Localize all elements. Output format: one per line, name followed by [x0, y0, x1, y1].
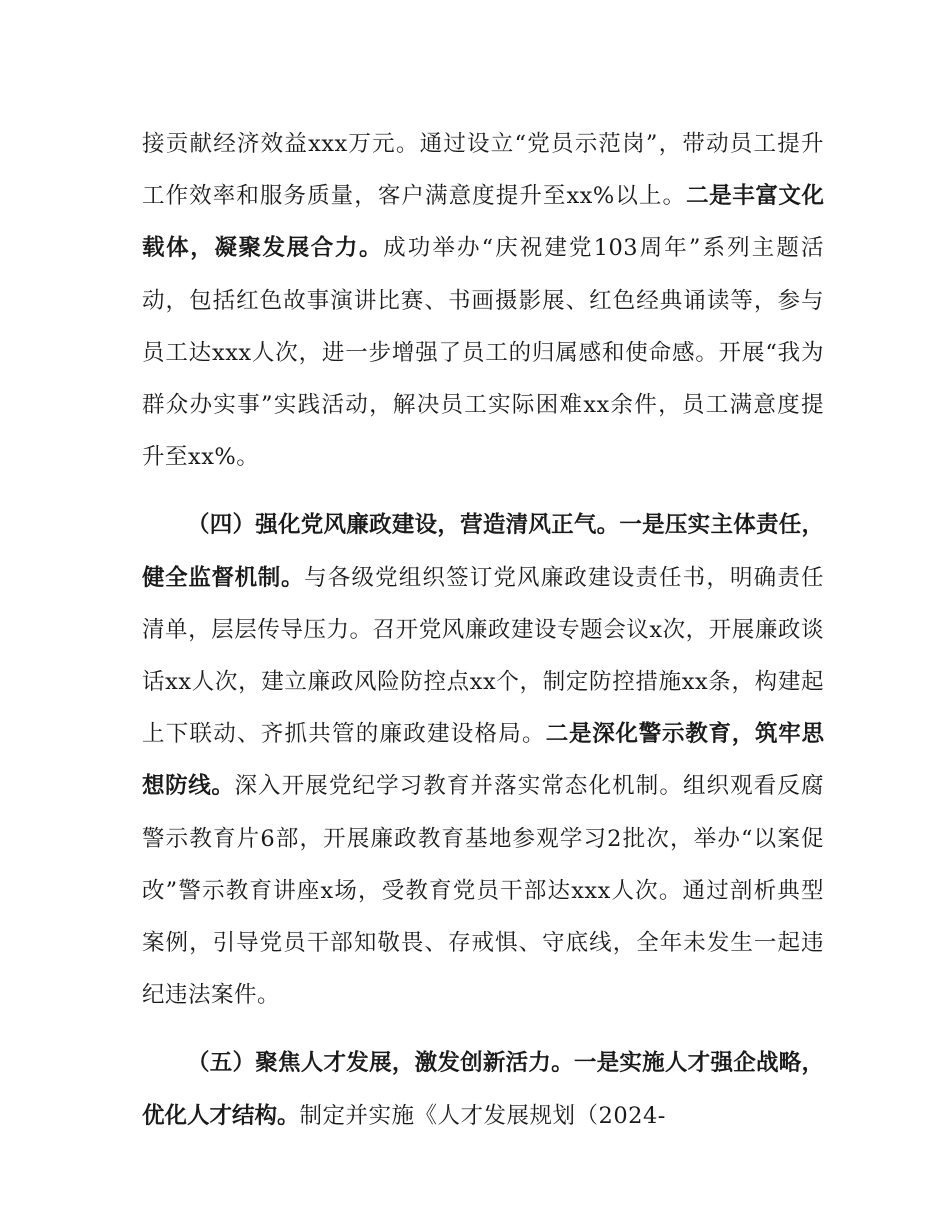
text-segment: 成功举办“庆祝建党103周年”系列主题活动，包括红色故事演讲比赛、书画摄影展、红色经典诵读等，参与员工达xxx人次，进一步增强了员工的归属感和使命感。开展“我为群众办实事”实践活动，解决员工实际困难xx余件，员工满意度提升至xx%。 — [142, 235, 824, 471]
subheading-culture-carrier: 二是丰富文化载体，凝聚发展合力。 — [142, 183, 824, 262]
text-segment: 接贡献经济效益xxx万元。通过设立“党员示范岗”，带动员工提升工作效率和服务质量，客户满意度提升至xx%以上。 — [142, 131, 824, 210]
subheading-warning-education: 二是深化警示教育，筑牢思想防线。 — [142, 721, 824, 800]
text-segment: 与各级党组织签订党风廉政建设责任书，明确责任清单，层层传导压力。召开党风廉政建设专题会议x次，开展廉政谈话xx人次，建立廉政风险防控点xx个，制定防控措施xx条，构建起上下联动、齐抓共管的廉政建设格局。 — [142, 564, 824, 748]
text-segment: 制定并实施《人才发展规划（2024- — [299, 1102, 666, 1129]
text-segment: 深入开展党纪学习教育并落实常态化机制。组织观看反腐警示教育片6部，开展廉政教育基地参观学习2批次，举办“以案促改”警示教育讲座x场，受教育党员干部达xxx人次。通过剖析典型案例，引导党员干部知敬畏、存戒惧、守底线，全年未发生一起违纪违法案件。 — [142, 773, 824, 1009]
document-page — [142, 118, 824, 1142]
subheading-responsibility: 一是压实主体责任，健全监督机制。 — [142, 512, 824, 591]
section-heading-five: （五）聚焦人才发展，激发创新活力。 — [187, 1050, 574, 1077]
subheading-talent-strategy: 一是实施人才强企战略，优化人才结构。 — [142, 1050, 824, 1129]
paragraph-talent-development — [142, 1037, 824, 1141]
paragraph-integrity-building — [142, 499, 824, 1021]
section-heading-four: （四）强化党风廉政建设，营造清风正气。 — [187, 512, 620, 539]
paragraph-culture-activities — [142, 118, 824, 483]
